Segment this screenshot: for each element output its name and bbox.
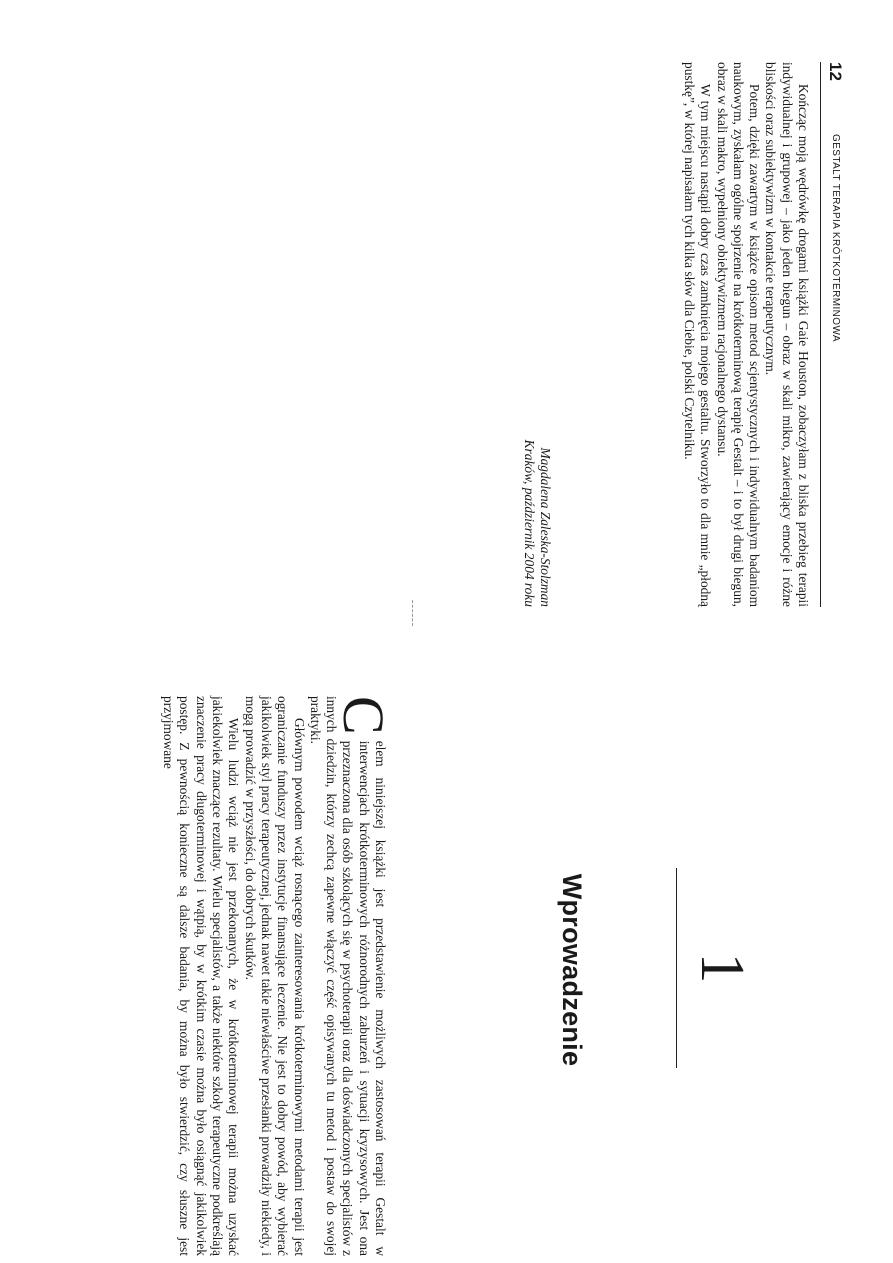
right-body-text xyxy=(160,696,396,1256)
paragraph: Głównym powodem wciąż rosnącego zainteresowania krótkoterminowymi metodami terapii jest ograniczanie funduszy przez instytucje finansujące leczenie. Nie jest to dobry powód, aby wybierać jakikolwiek styl pracy terapeutycznej, jednak nawet takie niewłaściwe przesłanki prowadziły niekiedy, i mogą prowadzić w przyszłości, do dobrych skutków. xyxy=(242,696,307,1256)
paragraph-text: elem niniejszej książki jest przedstawienie możliwych zastosowań terapii Gestalt w interwencjach krótkoterminowych różnorodnych zaburzeń i sytuacji kryzysowych. Jest ona przeznaczona dla osób szkolących się w psychoterapii oraz dla doświadczonych specjalistów z innych dziedzin, którzy zechcą zapewne włączyć część opisywanych tu metod i postaw do swojej praktyki. xyxy=(307,696,388,1256)
right-page xyxy=(0,640,893,1263)
left-body-text xyxy=(681,62,811,607)
signature-name: Magdalena Zaleska-Stolzman xyxy=(538,447,553,607)
page-number: 12 xyxy=(826,62,845,81)
signature-place-date: Kraków, październik 2004 roku xyxy=(521,439,537,607)
paragraph: W tym miejscu nastąpił dobry czas zamknięcia mojego gestaltu. Stworzyło to dla mnie „płodną pustkę”, w której napisałam tych kilka słów dla Ciebie, polski Czytelniku. xyxy=(681,62,714,607)
chapter-title: Wprowadzenie xyxy=(557,873,587,1067)
signature-block xyxy=(520,62,553,607)
chapter-rule xyxy=(676,868,677,1068)
gutter-divider xyxy=(412,600,413,626)
paragraph: Kończąc moją wędrówkę drogami książki Gaie Houston, zobaczyłam z bliska przebieg terapii indywidualnej i grupowej – jako jeden biegun – obraz w skali mikro, zawierający emocje i różne bliskości oraz subiektywizm w kontakcie terapeutycznym. xyxy=(763,62,811,607)
running-header: GESTALT TERAPIA KRÓTKOTERMINOWA xyxy=(830,134,841,342)
drop-cap: C xyxy=(331,696,396,735)
chapter-number: 1 xyxy=(688,952,756,984)
page-header xyxy=(820,62,847,607)
paragraph: Potem, dzięki zawartym w książce opisom metod scjentystycznych i indywidualnym badaniom naukowym, zyskałam ogólne spojrzenie na krótkoterminową terapię Gestalt – i to był drugi biegun, obraz w skali makro, wypełniony obiektywizmem racjonalnego dystansu. xyxy=(714,62,763,607)
first-paragraph xyxy=(307,696,396,1256)
paragraph: Wielu ludzi wciąż nie jest przekonanych, że w krótkoterminowej terapii można uzyskać jakiekolwiek znaczące rezultaty. Wielu specjalistów, a także niektóre szkoły terapeutyczne podkreślają znaczenie pracy długoterminowej i wątpią, by w krótkim czasie można było osiągnąć jakikolwiek postęp. Z pewnością konieczne są dalsze badania, by można było stwierdzić, czy słuszne jest przyjmowane xyxy=(161,696,242,1256)
